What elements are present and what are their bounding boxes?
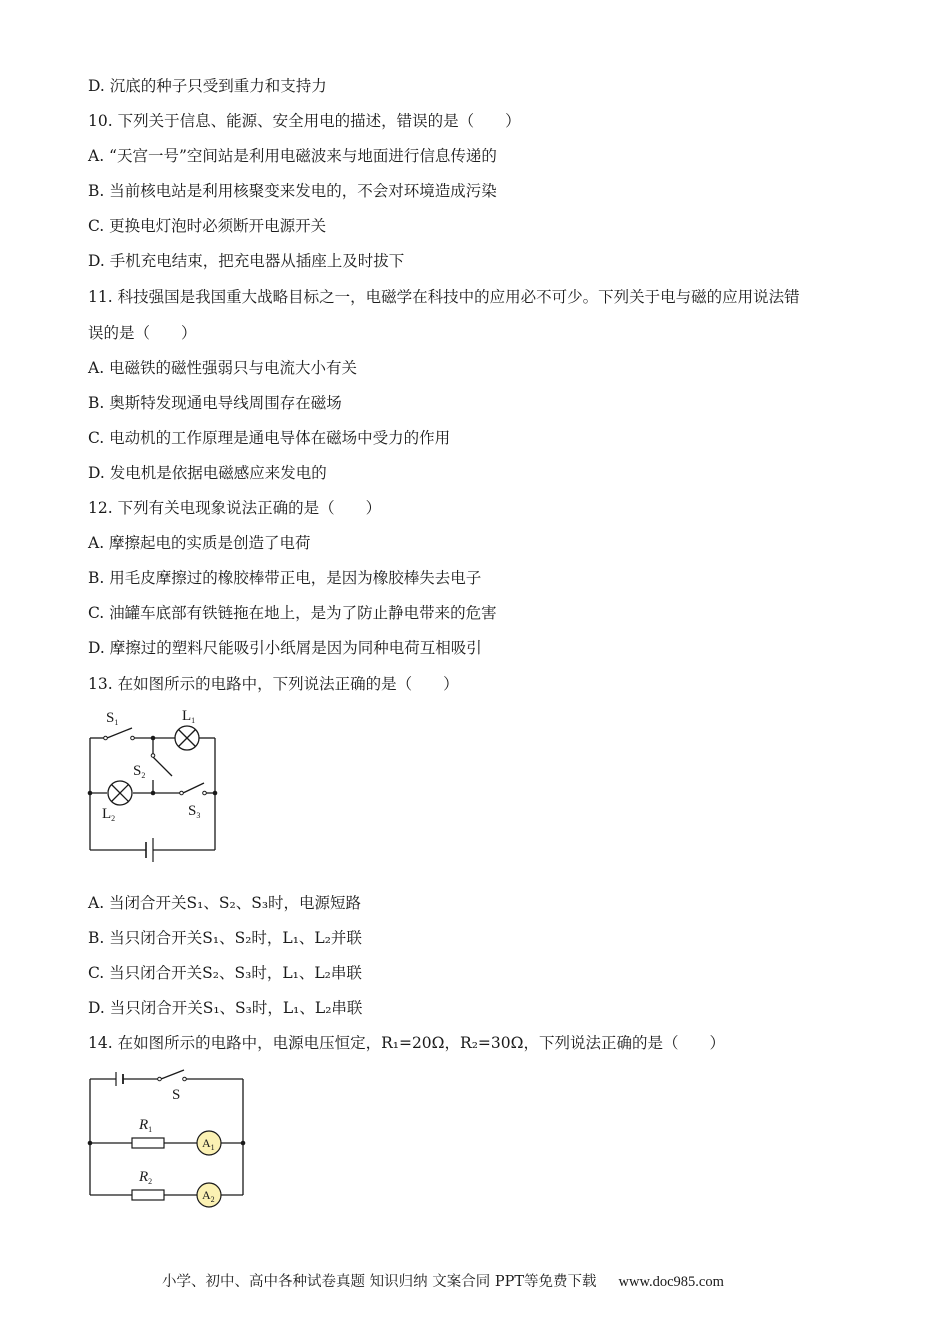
q12-option-c: C. 油罐车底部有铁链拖在地上，是为了防止静电带来的危害 (88, 604, 497, 622)
q11-option-b: B. 奥斯特发现通电导线周围存在磁场 (88, 394, 342, 412)
q11-option-a: A. 电磁铁的磁性强弱只与电流大小有关 (88, 359, 358, 377)
label-a1: $A_1$ (202, 1136, 215, 1152)
q10-option-d: D. 手机充电结束，把充电器从插座上及时拔下 (88, 252, 405, 270)
q14-stem: 14. 在如图所示的电路中，电源电压恒定，R₁=20Ω，R₂=30Ω，下列说法正确的是（ ） (88, 1034, 725, 1052)
q10-option-b: B. 当前核电站是利用核聚变来发电的，不会对环境造成污染 (88, 182, 497, 200)
q13-option-d: D. 当只闭合开关S₁、S₃时，L₁、L₂串联 (88, 999, 363, 1017)
lamp-l1 (175, 726, 199, 750)
q9-option-d: D. 沉底的种子只受到重力和支持力 (88, 77, 327, 95)
q12-stem: 12. 下列有关电现象说法正确的是（ ） (88, 499, 382, 517)
q13-option-c: C. 当只闭合开关S₂、S₃时，L₁、L₂串联 (88, 964, 362, 982)
switch-s1 (107, 728, 132, 738)
resistor-r2 (132, 1190, 164, 1200)
q14-circuit-diagram (80, 1063, 255, 1213)
q13-option-b: B. 当只闭合开关S₁、S₂时，L₁、L₂并联 (88, 929, 362, 947)
switch-s (161, 1070, 184, 1079)
label-s2: $S_2$ (133, 763, 146, 780)
page-footer (162, 1270, 724, 1291)
footer-url: www.doc985.com (618, 1274, 724, 1290)
switch-s3 (183, 783, 204, 793)
q10-stem: 10. 下列关于信息、能源、安全用电的描述，错误的是（ ） (88, 112, 521, 130)
q13-circuit-diagram (80, 700, 230, 870)
label-s1: $S_1$ (106, 710, 119, 727)
q11-stem-line1: 11. 科技强国是我国重大战略目标之一，电磁学在科技中的应用必不可少。下列关于电与磁的应用说法错 (88, 288, 800, 306)
q11-option-c: C. 电动机的工作原理是通电导体在磁场中受力的作用 (88, 429, 451, 447)
label-r1: $R_1$ (139, 1117, 153, 1134)
junction-dot (88, 791, 93, 796)
label-l1: $L_1$ (182, 708, 196, 725)
label-a2: $A_2$ (202, 1188, 215, 1204)
junction-dot (151, 736, 156, 741)
junction-dot (213, 791, 218, 796)
resistor-r1 (132, 1138, 164, 1148)
junction-dot (241, 1141, 246, 1146)
footer-text: 小学、初中、高中各种试卷真题 知识归纳 文案合同 PPT等免费下载 (162, 1274, 597, 1290)
junction-dot (151, 791, 156, 796)
q10-option-a: A. “天宫一号”空间站是利用电磁波来与地面进行信息传递的 (88, 147, 497, 165)
label-l2: $L_2$ (102, 806, 116, 823)
q11-option-d: D. 发电机是依据电磁感应来发电的 (88, 464, 327, 482)
q10-option-c: C. 更换电灯泡时必须断开电源开关 (88, 217, 327, 235)
label-s3: $S_3$ (188, 803, 201, 820)
q12-option-b: B. 用毛皮摩擦过的橡胶棒带正电，是因为橡胶棒失去电子 (88, 569, 482, 587)
q12-option-d: D. 摩擦过的塑料尺能吸引小纸屑是因为同种电荷互相吸引 (88, 639, 482, 657)
q13-stem: 13. 在如图所示的电路中，下列说法正确的是（ ） (88, 675, 459, 693)
q12-option-a: A. 摩擦起电的实质是创造了电荷 (88, 534, 311, 552)
label-r2: $R_2$ (139, 1169, 153, 1186)
junction-dot (88, 1141, 93, 1146)
label-s: S (172, 1087, 181, 1103)
q11-stem-line2: 误的是（ ） (88, 324, 197, 342)
switch-s2 (153, 757, 172, 776)
lamp-l2 (108, 781, 132, 805)
q13-option-a: A. 当闭合开关S₁、S₂、S₃时，电源短路 (88, 894, 362, 912)
